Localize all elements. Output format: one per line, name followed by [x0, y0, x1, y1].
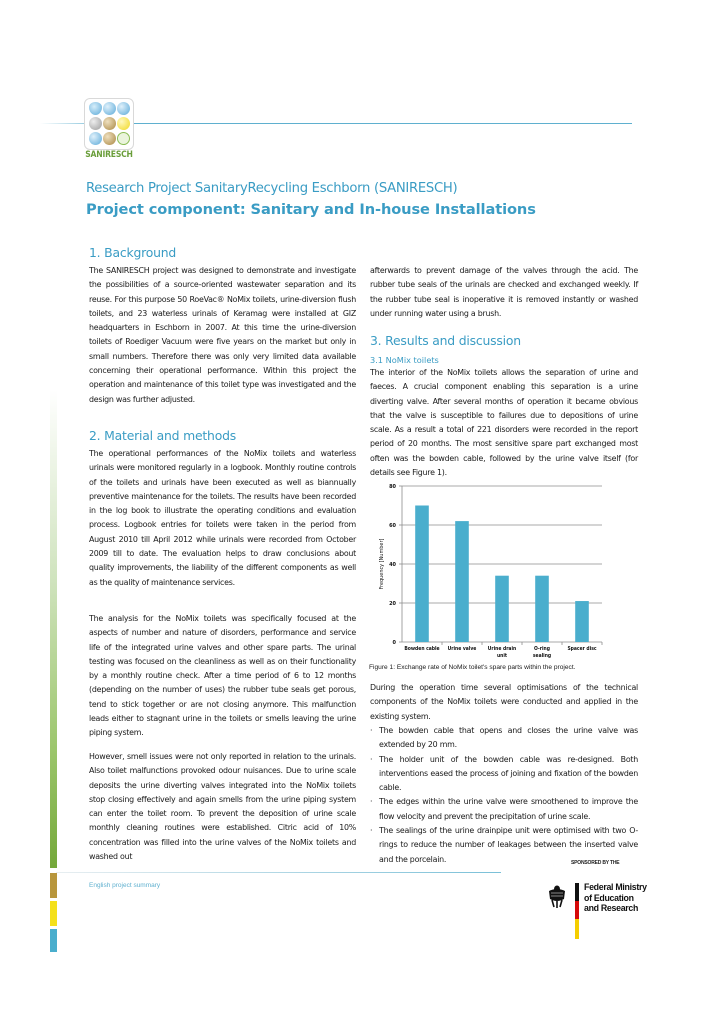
methods-paragraph-4: afterwards to prevent damage of the valves through the acid. The rubber tube seals of the urinals are checked and exchanged weekly. If the rubber tube seal is inoperative it is removed instantly or washed under running water using a brush.	[370, 266, 638, 318]
logo-dot-brown	[103, 117, 116, 130]
flag-stripe-gold	[575, 919, 579, 939]
list-item: · The edges within the urine valve were smoothened to improve the flow velocity and prevent the precipitation of urine scale.	[370, 795, 638, 824]
methods-paragraph-3: However, smell issues were not only reported in relation to the urinals. Also toilet malfunctions provoked odour nuisances. Due to urine scale deposits the urine diverting valves integrated into the NoMix toilets stop closing effectively and again smells from the urine piping system can enter the toilet room. To prevent the deposition of urine scale monthly cleaning routines were established. Citric acid of 10% concentration was filled into the urine valves of the NoMix toilets and washed out	[89, 752, 356, 862]
subsection-heading-nomix: 3.1 NoMix toilets	[370, 355, 439, 365]
bar-chart	[370, 480, 620, 660]
project-title: Research Project SanitaryRecycling Eschborn (SANIRESCH)	[86, 181, 458, 196]
y-tick-label: 80	[389, 484, 396, 490]
results-paragraph-2: During the operation time several optimisations of the technical components of the NoMix toilets were conducted and applied in the existing system.	[370, 683, 638, 721]
section-heading-background: 1. Background	[89, 245, 177, 260]
x-tick-label: unit	[496, 653, 508, 659]
ministry-line: Federal Ministry	[584, 882, 647, 892]
x-tick-label: sealing	[532, 653, 552, 659]
sidebar-green-bar	[50, 390, 57, 868]
federal-eagle-icon	[547, 883, 567, 909]
methods-paragraph-2: The analysis for the NoMix toilets was specifically focused at the aspects of number and nature of disorders, performance and service life of the integrated urine valves and other spare parts. The urinal testing was focused on the cleanliness as well as on their functionality by a monthly routine check. After a time period of 6 to 12 months (depending on the number of uses) the rubber tube seals get porous, tend to stick together or are not closing anymore. This malfunction leads either to stagnant urine in the toilets or smells leaving the urine piping system.	[89, 614, 356, 738]
x-tick-label: Urine valve	[447, 646, 477, 652]
flag-stripe-red	[575, 901, 579, 919]
background-paragraph: The SANIRESCH project was designed to demonstrate and investigate the possibilities of a source-oriented wastewater separation and its reuse. For this purpose 50 RoeVac® NoMix toilets, urine-diversion flush toilets, and 23 waterless urinals of Keramag were installed at GIZ headquarters in Eschborn in 2007. At this time the urine-diversion toilets of Roediger Vacuum were five years on the market but only in small numbers. Therefore there was only very limited data available concerning their operational performance. Within this project the operation and maintenance of this toilet type was investigated and the design was further adjusted.	[89, 266, 356, 404]
methods-paragraph-1: The operational performances of the NoMix toilets and waterless urinals were monitored regularly in a logbook. Monthly routine controls of the toilets and urinals have been executed as well as biannually preventive maintenance for the toilets. The results have been recorded in the log book to illustrate the operating conditions and evaluation process. Logbook entries for toilets were taken in the period from August 2010 till April 2012 while urinals were recorded from October 2009 till to date. The evaluation helps to draw conclusions about quality improvements, the liability of the different components as well as the quality of maintenance services.	[89, 449, 356, 587]
sidebar-brown-bar	[50, 873, 57, 898]
ministry-line: and Research	[584, 903, 639, 913]
figure-caption: Figure 1: Exchange rate of NoMix toilet's spare parts within the project.	[369, 664, 576, 671]
saniresch-logo	[84, 98, 134, 150]
water-drop-icon	[89, 102, 102, 115]
bar	[535, 576, 549, 642]
flag-stripe-black	[575, 883, 579, 901]
results-paragraph-1: The interior of the NoMix toilets allows the separation of urine and faeces. A crucial component enabling this separation is a urine diverting valve. After several months of operation it became obvious that the valve is susceptible to failures due to depositions of urine scale. As a result a total of 221 disorders were recorded in the report period of 20 months. The most sensitive spare part exchanged most often was the bowden cable, followed by the urine valve itself (for details see Figure 1).	[370, 368, 638, 478]
logo-dot-blue	[117, 102, 130, 115]
logo-dot-blue	[89, 132, 102, 145]
y-tick-label: 60	[389, 523, 396, 529]
bar-chart-figure-1	[370, 480, 620, 660]
y-tick-label: 40	[389, 562, 396, 568]
section-heading-results: 3. Results and discussion	[370, 333, 521, 348]
x-tick-label: O-ring	[534, 646, 550, 652]
y-axis-label: Frequency [Number]	[379, 538, 385, 590]
y-tick-label: 20	[389, 601, 396, 607]
logo-dot-grey	[89, 117, 102, 130]
sidebar-yellow-bar	[50, 901, 57, 926]
x-tick-label: Urine drain	[487, 646, 517, 652]
y-tick-label: 0	[392, 640, 396, 646]
logo-dot-yellow	[117, 117, 130, 130]
ministry-name	[584, 882, 647, 914]
sponsored-by-label: SPONSORED BY THE	[571, 860, 620, 866]
logo-text: SANIRESCH	[85, 150, 133, 160]
footer-label: English project summary	[89, 882, 161, 889]
bar	[415, 506, 429, 643]
footer-rule	[56, 872, 501, 873]
sidebar-blue-bar	[50, 929, 57, 952]
bar	[455, 521, 469, 642]
sprout-icon	[117, 132, 130, 145]
bar	[495, 576, 509, 642]
project-component-title: Project component: Sanitary and In-house Installations	[86, 201, 536, 218]
section-heading-methods: 2. Material and methods	[89, 428, 236, 443]
logo-dot-brown	[103, 132, 116, 145]
list-item: · The sealings of the urine drainpipe unit were optimised with two O-rings to reduce the number of leakages between the inserted valve and the porcelain.	[370, 824, 638, 867]
optimisation-list	[370, 724, 638, 867]
list-item: · The holder unit of the bowden cable was re-designed. Both interventions eased the process of joining and fixation of the bowden cable.	[370, 753, 638, 796]
x-tick-label: Spacer disc	[567, 646, 597, 652]
list-item: · The bowden cable that opens and closes the urine valve was extended by 20 mm.	[370, 724, 638, 753]
bar	[575, 601, 589, 642]
logo-dot-blue	[103, 102, 116, 115]
ministry-line: of Education	[584, 892, 634, 903]
x-tick-label: Bowden cable	[404, 646, 440, 652]
